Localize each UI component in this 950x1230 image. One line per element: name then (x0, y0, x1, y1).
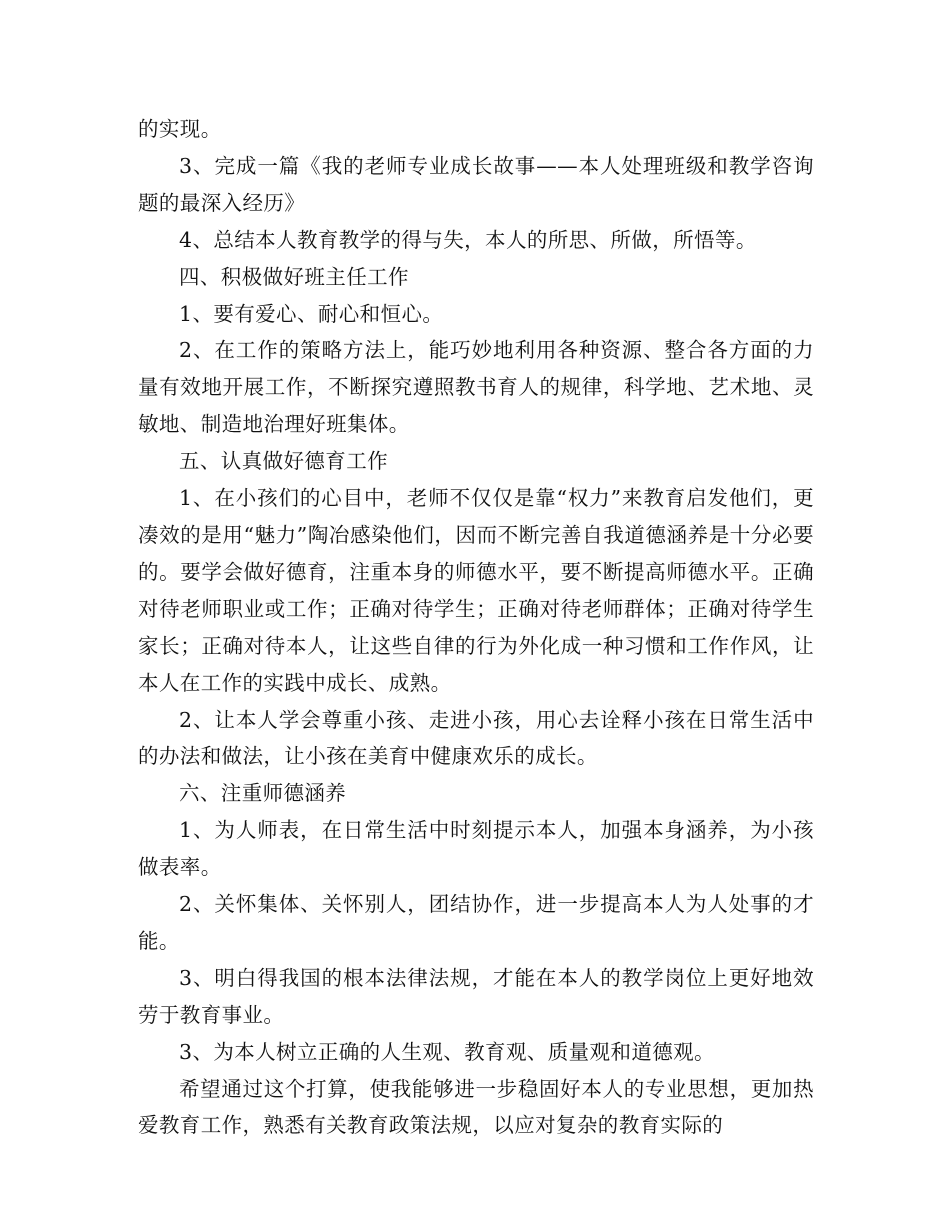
section-heading: 四、积极做好班主任工作 (179, 264, 409, 289)
paragraph: 3、明白得我国的根本法律法规，才能在本人的教学岗位上更好地效劳于教育事业。 (138, 965, 814, 1027)
paragraph: 4、总结本人教育教学的得与失，本人的所思、所做，所悟等。 (179, 227, 757, 252)
paragraph: 2、关怀集体、关怀别人，团结协作，进一步提高本人为人处事的才能。 (138, 892, 814, 953)
paragraph: 3、为本人树立正确的人生观、教育观、质量观和道德观。 (179, 1039, 715, 1064)
paragraph: 1、在小孩们的心目中，老师不仅仅是靠“权力”来教育启发他们，更凑效的是用“魅力”陶冶感染他们，因而不断完善自我道德涵养是十分必要的。要学会做好德育，注重本身的师德水平，要不断提高师德水平。正确对待老师职业或工作；正确对待学生；正确对待老师群体；正确对待学生家长；正确对待本人，让这些自律的行为外化成一种习惯和工作作风，让本人在工作的实践中成长、成熟。 (138, 486, 814, 695)
paragraph: 2、在工作的策略方法上，能巧妙地利用各种资源、整合各方面的力量有效地开展工作，不断探究遵照教书育人的规律，科学地、艺术地、灵敏地、制造地治理好班集体。 (138, 338, 814, 437)
section-heading: 五、认真做好德育工作 (179, 449, 388, 474)
section-heading: 六、注重师德涵养 (179, 781, 347, 806)
paragraph: 的实现。 (138, 117, 222, 141)
paragraph: 希望通过这个打算，使我能够进一步稳固好本人的专业思想，更加热爱教育工作，熟悉有关教育政策法规，以应对复杂的教育实际的 (138, 1076, 814, 1138)
paragraph: 1、为人师表，在日常生活中时刻提示本人，加强本身涵养，为小孩做表率。 (138, 818, 814, 880)
paragraph: 3、完成一篇《我的老师专业成长故事——本人处理班级和教学咨询题的最深入经历》 (138, 153, 814, 215)
paragraph: 1、要有爱心、耐心和恒心。 (179, 301, 444, 326)
document-body (138, 111, 814, 1144)
paragraph: 2、让本人学会尊重小孩、走进小孩，用心去诠释小孩在日常生活中的办法和做法，让小孩在美育中健康欢乐的成长。 (138, 707, 814, 769)
